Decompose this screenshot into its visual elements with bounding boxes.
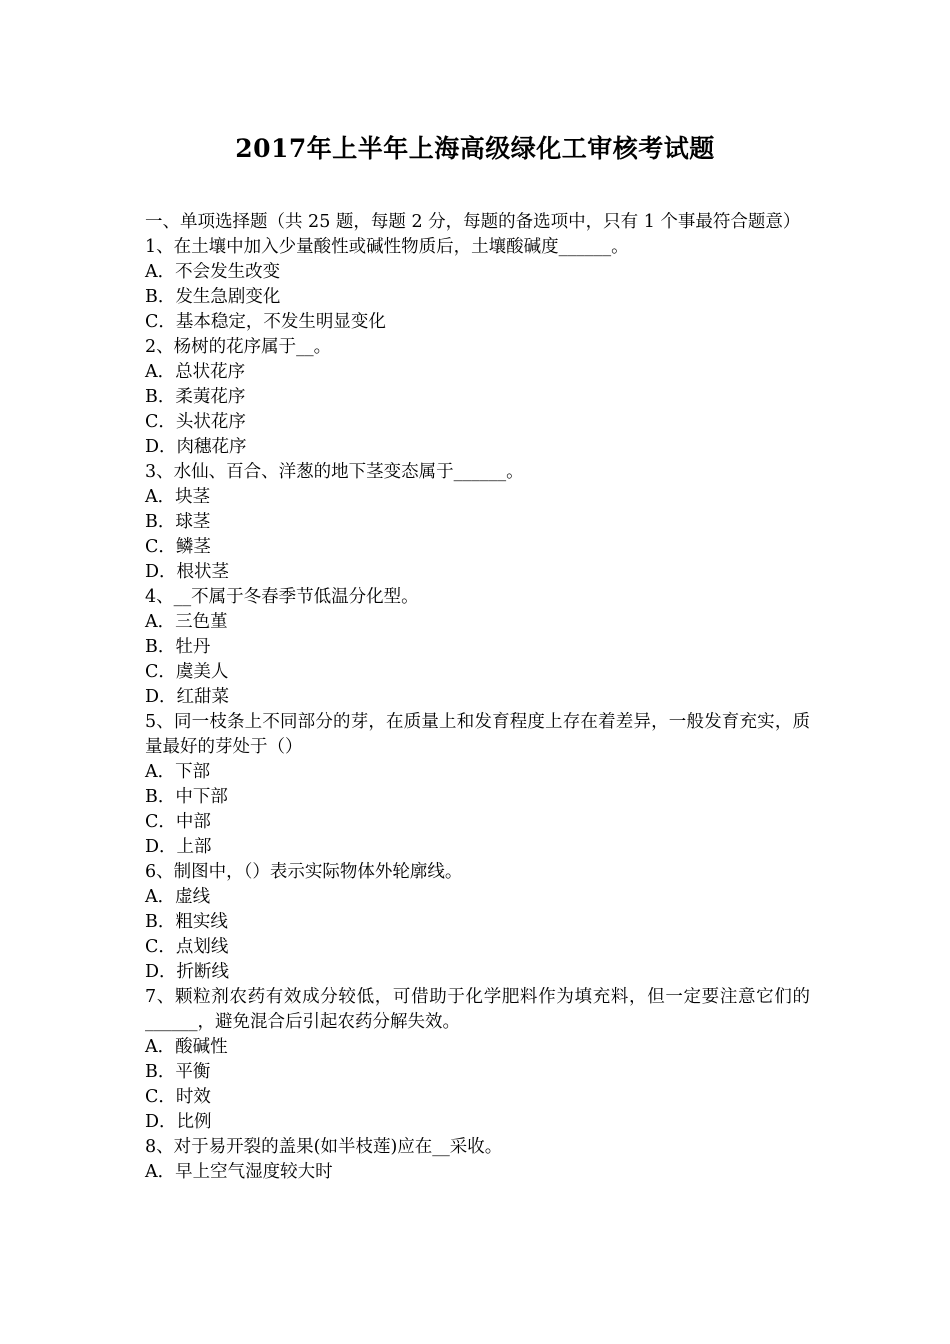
- question-4: [145, 585, 810, 710]
- question-8: [145, 1135, 810, 1185]
- document-body: [145, 210, 810, 1185]
- question-1: [145, 235, 810, 335]
- option-c: C．基本稳定，不发生明显变化: [145, 312, 386, 332]
- question-3: [145, 460, 810, 585]
- question-stem: 6、制图中，（）表示实际物体外轮廓线。: [145, 862, 463, 882]
- option-a: A．块茎: [145, 487, 211, 507]
- question-stem: 4、__不属于冬春季节低温分化型。: [145, 587, 419, 607]
- question-2: [145, 335, 810, 460]
- option-b: B．粗实线: [145, 912, 228, 932]
- option-b: B．平衡: [145, 1062, 211, 1082]
- option-b: B．牡丹: [145, 637, 211, 657]
- option-c: C．时效: [145, 1087, 211, 1107]
- option-c: C．点划线: [145, 937, 229, 957]
- option-a: A．不会发生改变: [145, 262, 281, 282]
- option-a: A．酸碱性: [145, 1037, 228, 1057]
- option-b: B．中下部: [145, 787, 228, 807]
- document-title: 2017年上半年上海高级绿化工审核考试题: [235, 134, 715, 163]
- option-c: C．鳞茎: [145, 537, 211, 557]
- option-d: D．根状茎: [145, 562, 230, 582]
- question-stem: 1、在土壤中加入少量酸性或碱性物质后，土壤酸碱度______。: [145, 237, 629, 257]
- question-stem: 5、同一枝条上不同部分的芽，在质量上和发育程度上存在着差异，一般发育充实，质量最好的芽处于（）: [145, 712, 810, 757]
- option-a: A．三色堇: [145, 612, 228, 632]
- question-stem: 3、水仙、百合、洋葱的地下茎变态属于______。: [145, 462, 524, 482]
- option-b: B．球茎: [145, 512, 211, 532]
- option-c: C．中部: [145, 812, 211, 832]
- question-stem: 2、杨树的花序属于__。: [145, 337, 332, 357]
- option-d: D．折断线: [145, 962, 230, 982]
- option-b: B．发生急剧变化: [145, 287, 281, 307]
- question-stem: 8、对于易开裂的盖果(如半枝莲)应在__采收。: [145, 1137, 503, 1157]
- option-c: C．虞美人: [145, 662, 229, 682]
- option-a: A．虚线: [145, 887, 211, 907]
- option-a: A．总状花序: [145, 362, 246, 382]
- option-d: D．红甜菜: [145, 687, 230, 707]
- option-a: A．下部: [145, 762, 211, 782]
- option-d: D．上部: [145, 837, 212, 857]
- question-6: [145, 860, 810, 985]
- question-7: [145, 985, 810, 1135]
- option-d: D．肉穗花序: [145, 437, 247, 457]
- option-a: A．早上空气湿度较大时: [145, 1162, 333, 1182]
- question-stem: 7、颗粒剂农药有效成分较低，可借助于化学肥料作为填充料，但一定要注意它们的______，避免混合后引起农药分解失效。: [145, 987, 810, 1032]
- option-d: D．比例: [145, 1112, 212, 1132]
- option-c: C．头状花序: [145, 412, 246, 432]
- option-b: B．柔荑花序: [145, 387, 246, 407]
- question-5: [145, 710, 810, 860]
- section-heading: 一、单项选择题（共 25 题，每题 2 分，每题的备选项中，只有 1 个事最符合题意）: [145, 212, 801, 232]
